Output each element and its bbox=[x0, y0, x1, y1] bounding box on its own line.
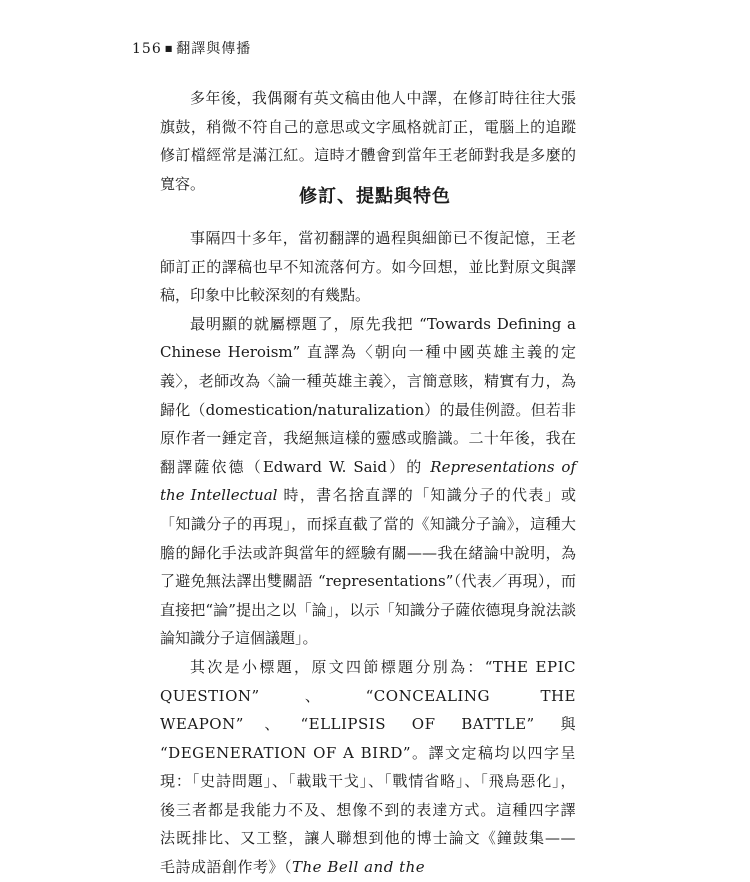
separator-square-icon: ■ bbox=[164, 44, 174, 53]
dissertation-title-italic: The Bell and the bbox=[292, 858, 426, 877]
book-title-italic: Representations of the Intellectual bbox=[160, 457, 577, 505]
paragraph-2 bbox=[160, 310, 576, 653]
paragraph-2-part-a: 最明顯的就屬標題了，原先我把 “Towards Defining a Chinese Heroism” 直譯為〈朝向一種中國英雄主義的定義〉，老師改為〈論一種英雄主義〉，言簡意賅，精實有力，為歸化（domestication/naturalization）的最佳例證。但若非原作者一錘定音，我絕無這樣的靈感或膽識。二十年後，我在翻譯薩依德（Edward W. Said）的 bbox=[160, 314, 576, 476]
running-header bbox=[132, 38, 251, 58]
paragraph-1: 事隔四十多年，當初翻譯的過程與細節已不復記憶，王老師訂正的譯稿也早不知流落何方。如今回想，並比對原文與譯稿，印象中比較深刻的有幾點。 bbox=[160, 229, 576, 305]
paragraph-intro: 多年後，我偶爾有英文稿由他人中譯，在修訂時往往大張旗鼓，稍微不符自己的意思或文字風格就訂正，電腦上的追蹤修訂檔經常是滿江紅。這時才體會到當年王老師對我是多麼的寬容。 bbox=[160, 89, 576, 193]
main-text-block bbox=[160, 224, 576, 882]
paragraph-2-part-b: 時，書名捨直譯的「知識分子的代表」或「知識分子的再現」，而採直截了當的《知識分子論》，這種大膽的歸化手法或許與當年的經驗有關——我在緒論中說明，為了避免無法譯出雙關語 “representations”（代表／再現），而直接把“論”提出之以「論」，以示「知識分子薩依德現身說法談論知識分子這個議題」。 bbox=[160, 486, 576, 648]
page-number: 156 bbox=[132, 41, 162, 57]
paragraph-3-part-a: 其次是小標題，原文四節標題分別為：“THE EPIC QUESTION”、“CONCEALING THE WEAPON”、“ELLIPSIS OF BATTLE” 與 “DEGENERATION OF A BIRD”。譯文定稿均以四字呈現：「史詩問題」、「載戢干戈」、「戰情省略」、「飛鳥惡化」，後三者都是我能力不及、想像不到的表達方式。這種四字譯法既排比、又工整，讓人聯想到他的博士論文《鐘鼓集——毛詩成語創作考》（ bbox=[160, 657, 576, 877]
paragraph-3 bbox=[160, 653, 576, 882]
section-heading: 修訂、提點與特色 bbox=[299, 186, 451, 207]
book-title: 翻譯與傳播 bbox=[176, 41, 252, 57]
